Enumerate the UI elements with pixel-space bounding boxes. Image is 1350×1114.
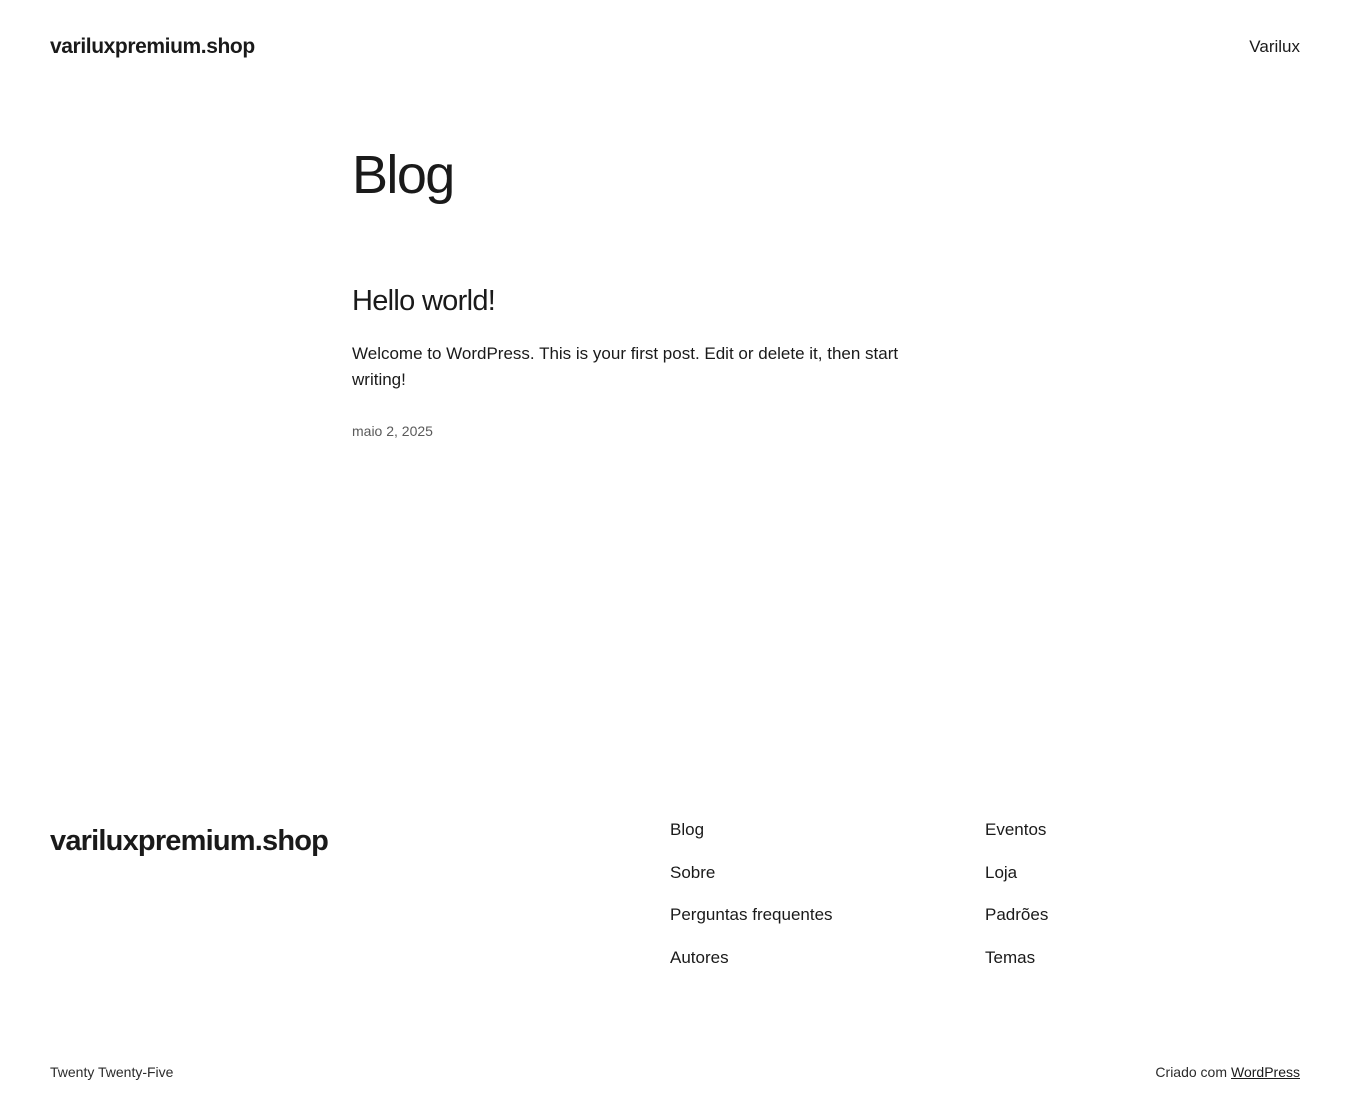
post-excerpt: Welcome to WordPress. This is your first post. Edit or delete it, then start writing! — [352, 343, 899, 390]
post-list — [352, 284, 912, 441]
site-header — [0, 0, 1350, 72]
post-title-link[interactable]: Hello world! — [352, 285, 496, 318]
page-title: Blog — [352, 145, 454, 205]
footer-link-padroes[interactable]: Padrões — [985, 905, 1049, 925]
footer-top — [50, 820, 1300, 1064]
footer-link-perguntas-frequentes[interactable]: Perguntas frequentes — [670, 905, 833, 925]
footer-menus — [670, 820, 1300, 968]
footer-link-sobre[interactable]: Sobre — [670, 862, 716, 882]
primary-navigation — [1249, 37, 1300, 57]
footer-brand: variluxpremium.shop — [50, 825, 329, 858]
post-item — [352, 284, 912, 441]
site-footer — [0, 820, 1350, 1114]
credit-text: Criado com — [1155, 1064, 1228, 1080]
main-content — [0, 144, 1350, 441]
footer-menu-column-2 — [985, 820, 1300, 968]
footer-link-temas[interactable]: Temas — [985, 947, 1036, 967]
footer-link-autores[interactable]: Autores — [670, 947, 729, 967]
site-title-link[interactable]: variluxpremium.shop — [50, 35, 255, 59]
theme-name: Twenty Twenty-Five — [50, 1064, 174, 1080]
footer-bottom — [50, 1064, 1300, 1080]
footer-credit — [1155, 1064, 1300, 1080]
footer-link-blog[interactable]: Blog — [670, 820, 705, 840]
wordpress-link[interactable]: WordPress — [1231, 1064, 1300, 1080]
post-date: maio 2, 2025 — [352, 422, 433, 439]
footer-link-eventos[interactable]: Eventos — [985, 820, 1047, 840]
post-title — [352, 284, 912, 319]
footer-menu-column-1 — [670, 820, 985, 968]
content-wrapper — [50, 144, 1300, 441]
nav-item-varilux[interactable]: Varilux — [1249, 36, 1300, 56]
footer-link-loja[interactable]: Loja — [985, 862, 1018, 882]
